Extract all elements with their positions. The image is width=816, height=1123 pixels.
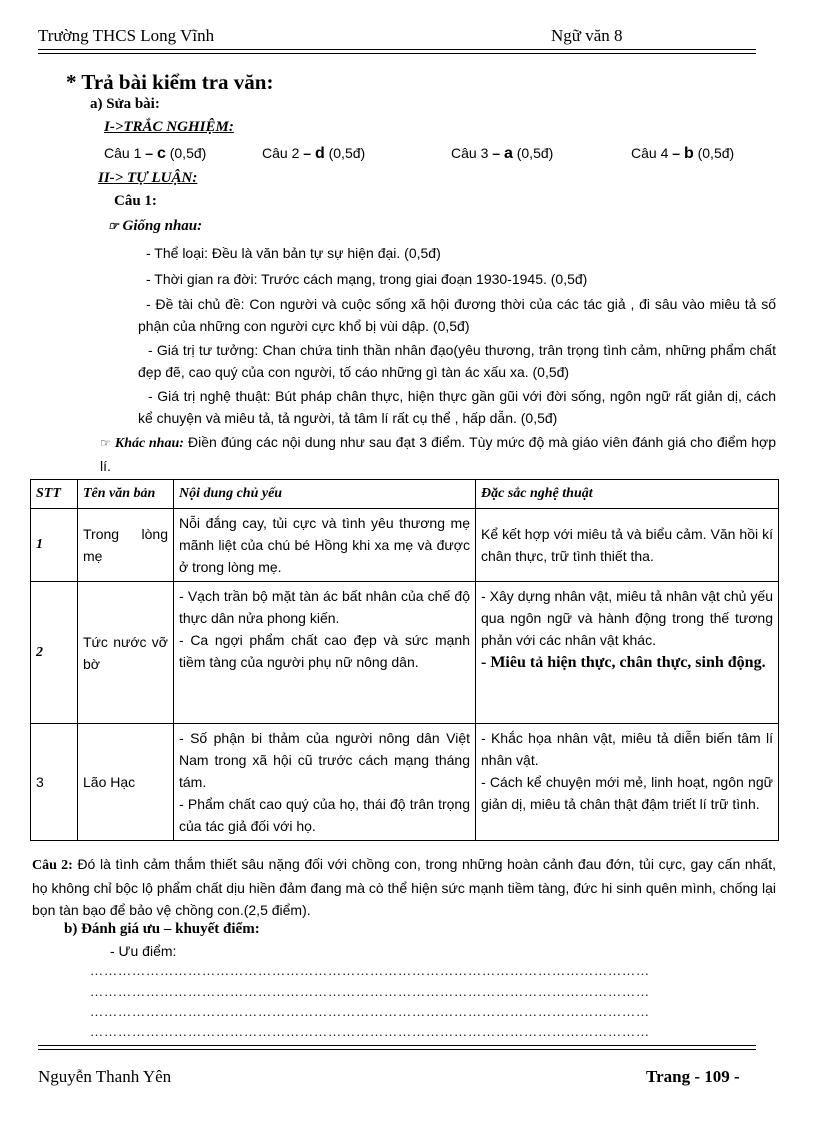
table-row	[31, 582, 779, 724]
main-content: - Vạch trần bộ mặt tàn ác bất nhân của chế độ thực dân nửa phong kiến. - Ca ngợi phẩm chất cao đẹp và sức mạnh tiềm tàng của người phụ nữ nông dân.	[174, 582, 476, 724]
tracnghiem-heading: I->TRẮC NGHIỆM:	[104, 119, 234, 135]
part-a-heading: a) Sửa bài:	[90, 96, 160, 112]
row-number: 2	[31, 582, 78, 724]
hand-pointer-icon: ☞	[100, 436, 111, 450]
table-header: Tên văn bản	[78, 480, 174, 509]
work-title: Tức nước vỡ bờ	[78, 582, 174, 724]
answer-1: Câu 1 – c (0,5đ)	[104, 145, 207, 162]
answer-3: Câu 3 – a (0,5đ)	[451, 145, 554, 162]
khac-nhau-paragraph: ☞ Khác nhau: Điền đúng các nội dung như sau đạt 3 điểm. Tùy mức độ mà giáo viên đánh giá cho điểm hợp lí.	[100, 434, 777, 474]
cau2-paragraph: Câu 2: Đó là tình cảm thắm thiết sâu nặng đối với chồng con, trong những hoàn cảnh đau đớn, tủi cực, gay cấn nhất, họ không chỉ bộc lộ phẩm chất dịu hiền đảm đang mà cò thể hiện sức mạnh tiềm tàng, đức hi sinh quên mình, chống lại bọn tàn bạo để bảo vệ chồng con.(2,5 điểm).	[32, 856, 777, 918]
art-features: Kể kết hợp với miêu tả và biểu cảm. Văn hồi kí chân thực, trữ tình thiết tha.	[476, 509, 779, 582]
answer-4: Câu 4 – b (0,5đ)	[631, 145, 735, 162]
table-row	[31, 509, 779, 582]
section-title: * Trả bài kiểm tra văn:	[66, 70, 274, 94]
footer-author: Nguyễn Thanh Yên	[38, 1067, 172, 1086]
art-features: - Xây dựng nhân vật, miêu tả nhân vật chủ yếu qua ngôn ngữ và hành động trong thế tương phản với các nhân vật khác. - Miêu tả hiện thực, chân thực, sinh động.	[476, 582, 779, 724]
footer-rule-1	[38, 1045, 756, 1046]
table-header: STT	[31, 480, 78, 509]
answer-2: Câu 2 – d (0,5đ)	[262, 145, 366, 162]
row-number: 1	[31, 509, 78, 582]
comparison-table	[30, 479, 779, 841]
row-number: 3	[31, 724, 78, 841]
table-header: Đặc sắc nghệ thuật	[476, 480, 779, 509]
table-row	[31, 724, 779, 841]
hand-pointer-icon: ☞	[108, 219, 119, 233]
art-features: - Khắc họa nhân vật, miêu tả diễn biến tâm lí nhân vật. - Cách kể chuyện mới mẻ, linh hoạt, ngôn ngữ giản dị, miêu tả chân thật đậm triết lí trữ tình.	[476, 724, 779, 841]
cau1-label: Câu 1:	[114, 193, 157, 209]
table-header: Nội dung chủ yếu	[174, 480, 476, 509]
header-school: Trường THCS Long Vĩnh	[38, 26, 215, 45]
header-rule-2	[38, 53, 756, 54]
footer-page-number: Trang - 109 -	[646, 1067, 740, 1086]
giong-nhau-heading: ☞ Giống nhau:	[108, 218, 203, 234]
dotted-line: …………………………………………………………………………………………………………	[90, 984, 650, 999]
header-subject: Ngữ văn 8	[551, 26, 623, 45]
similarity-2: - Thời gian ra đời: Trước cách mạng, trong giai đoạn 1930-1945. (0,5đ)	[146, 271, 588, 287]
uu-diem-label: - Ưu điểm:	[110, 943, 177, 959]
table-header-row	[31, 480, 779, 509]
similarity-5: - Giá trị nghệ thuật: Bút pháp chân thực, hiện thực gần gũi với đời sống, ngôn ngữ rất giản dị, cách kể chuyện và miêu tả, tả người, tả tâm lí rất cụ thể , hấp dẫn. (0,5đ)	[138, 388, 776, 426]
part-b-heading: b) Đánh giá ưu – khuyết điểm:	[64, 921, 260, 937]
tuluan-heading: II-> TỰ LUẬN:	[98, 170, 198, 186]
header-rule-1	[38, 49, 756, 50]
dotted-line: …………………………………………………………………………………………………………	[90, 1004, 650, 1019]
main-content: Nỗi đắng cay, tủi cực và tình yêu thương mẹ mãnh liệt của chú bé Hồng khi xa mẹ và được ở trong lòng mẹ.	[174, 509, 476, 582]
dotted-line: …………………………………………………………………………………………………………	[90, 963, 650, 978]
similarity-4: - Giá trị tư tưởng: Chan chứa tinh thần nhân đạo(yêu thương, trân trọng tình cảm, những phẩm chất đẹp đẽ, cao quý của con người, tố cáo những gì tàn ác xấu xa. (0,5đ)	[138, 342, 776, 380]
similarity-1: - Thể loại: Đều là văn bản tự sự hiện đại. (0,5đ)	[146, 245, 441, 261]
work-title: Trong lòng mẹ	[78, 509, 174, 582]
main-content: - Số phận bi thảm của người nông dân Việt Nam trong xã hội cũ trước cách mạng tháng tám. - Phẩm chất cao quý của họ, thái độ trân trọng của tác giả đối với họ.	[174, 724, 476, 841]
footer-rule-2	[38, 1049, 756, 1050]
work-title: Lão Hạc	[78, 724, 174, 841]
dotted-line: …………………………………………………………………………………………………………	[90, 1024, 650, 1039]
similarity-3: - Đề tài chủ đề: Con người và cuộc sống xã hội đương thời của các tác giả , đi sâu vào miêu tả số phận của những con người cực khổ bị vùi dập. (0,5đ)	[138, 296, 776, 334]
